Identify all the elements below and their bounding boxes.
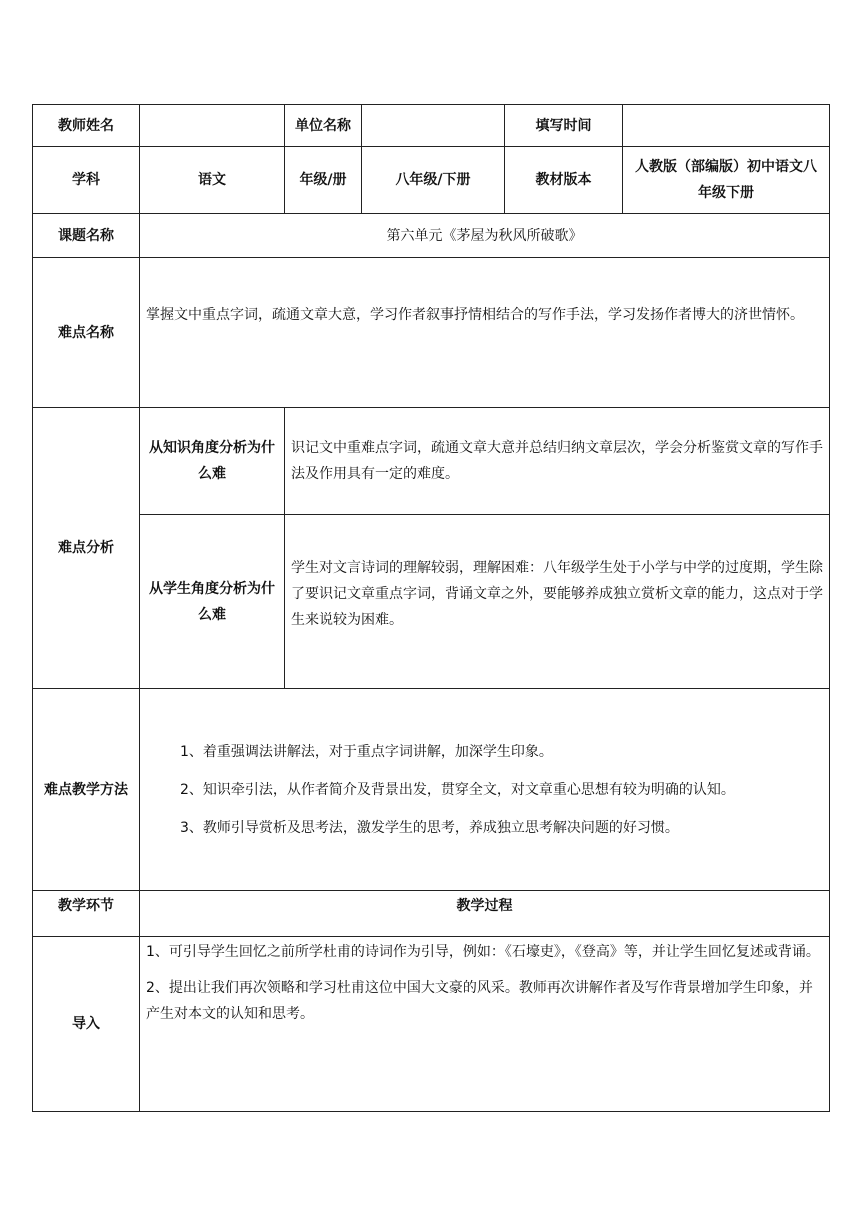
difficulty-row <box>33 258 830 408</box>
knowledge-angle-text: 识记文中重难点字词，疏通文章大意并总结归纳文章层次，学会分析鉴赏文章的写作手法及作用具有一定的难度。 <box>291 440 823 482</box>
lesson-row <box>33 214 830 258</box>
student-angle-text: 学生对文言诗词的理解较弱，理解困难：八年级学生处于小学与中学的过度期，学生除了要识记文章重点字词，背诵文章之外，要能够养成独立赏析文章的能力，这点对于学生来说较为困难。 <box>291 560 823 628</box>
analysis-student-row <box>33 515 830 689</box>
lesson-plan-table <box>32 104 830 1112</box>
difficulty-text: 掌握文中重点字词，疏通文章大意，学习作者叙事抒情相结合的写作手法，学习发扬作者博大的济世情怀。 <box>146 307 804 323</box>
method-item: 1、着重强调法讲解法，对于重点字词讲解，加深学生印象。 <box>180 743 553 760</box>
methods-row <box>33 689 830 891</box>
student-angle-label: 从学生角度分析为什么难 <box>140 515 285 689</box>
method-item: 2、知识牵引法，从作者简介及背景出发，贯穿全文，对文章重心思想有较为明确的认知。 <box>180 781 735 798</box>
analysis-label: 难点分析 <box>33 408 140 689</box>
unit-name-field[interactable] <box>362 105 505 147</box>
lesson-plan-page <box>32 104 829 1112</box>
analysis-knowledge-row <box>33 408 830 515</box>
intro-content <box>140 937 830 1112</box>
methods-content <box>140 689 830 891</box>
grade-value: 八年级/下册 <box>362 147 505 214</box>
lesson-label: 课题名称 <box>33 214 140 258</box>
grade-label: 年级/册 <box>285 147 362 214</box>
method-item: 3、教师引导赏析及思考法，激发学生的思考，养成独立思考解决问题的好习惯。 <box>180 819 679 836</box>
subject-row <box>33 147 830 214</box>
intro-row <box>33 937 830 1112</box>
knowledge-angle-label: 从知识角度分析为什么难 <box>140 408 285 515</box>
difficulty-content <box>140 258 830 408</box>
subject-label: 学科 <box>33 147 140 214</box>
difficulty-label: 难点名称 <box>33 258 140 408</box>
teacher-name-field[interactable] <box>140 105 285 147</box>
intro-item: 2、提出让我们再次领略和学习杜甫这位中国大文豪的风采。教师再次讲解作者及写作背景增加学生印象，并产生对本文的认知和思考。 <box>146 980 813 1022</box>
unit-name-label: 单位名称 <box>285 105 362 147</box>
lesson-title: 第六单元《茅屋为秋风所破歌》 <box>140 214 830 258</box>
fill-time-field[interactable] <box>623 105 830 147</box>
stage-header: 教学环节 <box>33 891 140 937</box>
process-header-row <box>33 891 830 937</box>
textbook-label: 教材版本 <box>505 147 623 214</box>
intro-label: 导入 <box>33 937 140 1112</box>
knowledge-angle-content <box>285 408 830 515</box>
textbook-value: 人教版（部编版）初中语文八年级下册 <box>623 147 830 214</box>
intro-item: 1、可引导学生回忆之前所学杜甫的诗词作为引导，例如：《石壕吏》，《登高》等，并让学生回忆复述或背诵。 <box>146 944 820 960</box>
teacher-name-label: 教师姓名 <box>33 105 140 147</box>
subject-value: 语文 <box>140 147 285 214</box>
methods-label: 难点教学方法 <box>33 689 140 891</box>
header-row <box>33 105 830 147</box>
student-angle-content <box>285 515 830 689</box>
process-header: 教学过程 <box>140 891 830 937</box>
fill-time-label: 填写时间 <box>505 105 623 147</box>
